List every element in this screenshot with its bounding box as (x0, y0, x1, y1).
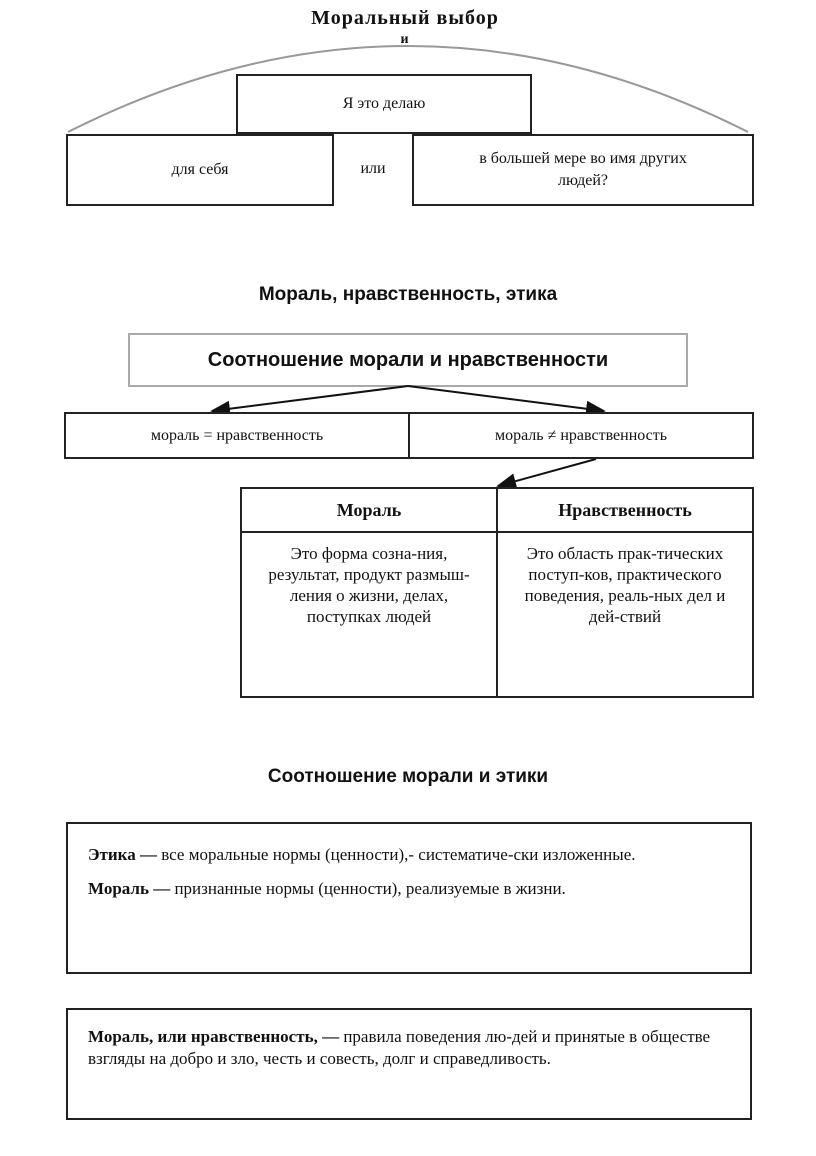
left-box-label: для себя (171, 161, 229, 178)
col-ethics-text: Это область прак-тических поступ-ков, практического поведения, реаль-ных дел и дей-ствий (497, 532, 753, 697)
branch-notequal-box (408, 412, 754, 459)
section2-heading: Мораль, нравственность, этика (258, 284, 558, 305)
morality-nravstvennost-box (66, 1008, 752, 1120)
relation-main-box (128, 333, 688, 387)
comparison-table (240, 487, 754, 698)
connector-label: или (360, 160, 386, 177)
ethics-def: все моральные нормы (ценности),- систематиче-ски изложенные. (156, 845, 636, 864)
center-box (236, 74, 532, 134)
arrow-to-table (498, 459, 596, 486)
morality-term: Мораль — (88, 879, 171, 898)
moral-choice-title-line1: Моральный выбор (311, 7, 499, 29)
col-ethics-header: Нравственность (497, 488, 753, 532)
arrow-right (408, 386, 604, 411)
morality-nravstvennost-term: Мораль, или нравственность, — (88, 1027, 340, 1046)
ethics-definition-box (66, 822, 752, 974)
col-morality-header: Мораль (241, 488, 497, 532)
arrow-left (212, 386, 408, 411)
right-box-label: в большей мере во имя других людей? (479, 150, 687, 189)
ethics-term: Этика — (88, 845, 157, 864)
col-morality-text: Это форма созна-ния, результат, продукт размыш-ления о жизни, делах, поступках людей (241, 532, 497, 697)
ethics-definition (88, 844, 730, 866)
morality-definition (88, 878, 730, 900)
branch-equal-box (64, 412, 410, 459)
section3-heading: Соотношение морали и этики (267, 766, 549, 787)
morality-def: признанные нормы (ценности), реализуемые в жизни. (170, 879, 566, 898)
branch-equal-label: мораль = нравственность (150, 426, 324, 444)
right-box (412, 134, 754, 206)
moral-choice-title-line2: и (400, 32, 410, 47)
morality-nravstvennost-def: правила поведения лю-дей и принятые в обществе взгляды на добро и зло, честь и совесть, долг и справедливость. (88, 1027, 711, 1068)
branch-notequal-label: мораль ≠ нравственность (494, 426, 668, 444)
left-box (66, 134, 334, 206)
center-box-label: Я это делаю (342, 95, 426, 112)
morality-nravstvennost-definition (88, 1026, 730, 1070)
relation-main-box-label: Соотношение морали и нравственности (207, 348, 609, 371)
